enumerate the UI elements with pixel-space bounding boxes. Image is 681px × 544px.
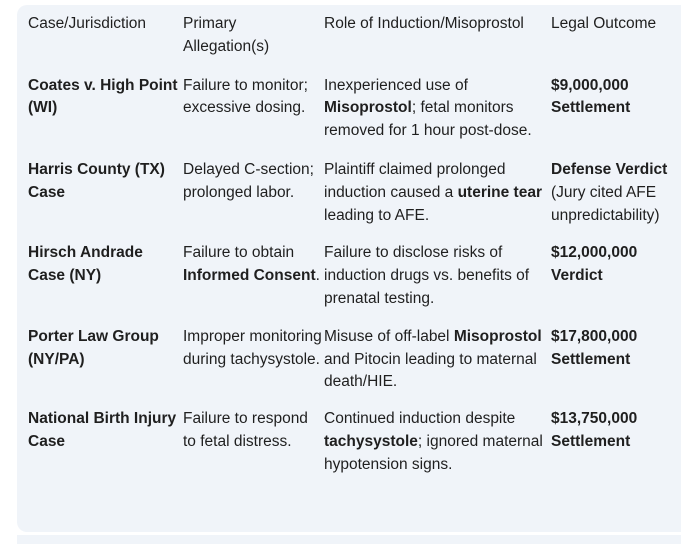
header-case-jurisdiction: Case/Jurisdiction (28, 15, 147, 32)
role-text-end: and Pitocin leading to maternal death/HIE. (324, 350, 537, 391)
outcome-cell (551, 242, 681, 325)
case-name: Porter Law Group (NY/PA) (28, 327, 159, 368)
allegation-text: Improper monitoring during tachysystole. (183, 327, 322, 368)
role-text: Inexperienced use of (324, 76, 468, 94)
header-legal-outcome: Legal Outcome (551, 15, 657, 32)
case-name: Coates v. High Point (WI) (28, 76, 178, 117)
allegation-cell (183, 326, 324, 408)
outcome-main: $12,000,000 Verdict (551, 244, 638, 285)
outcome-note: (Jury cited AFE unpredictability) (551, 183, 660, 224)
allegation-cell (183, 75, 324, 159)
role-emphasis: Misoprostol (324, 99, 412, 117)
role-emphasis: Misoprostol (453, 327, 542, 345)
role-text-end: ; ignored maternal hypotension signs. (324, 432, 543, 473)
role-emphasis: tachysystole (324, 432, 418, 450)
role-text: Misuse of off-label (324, 327, 454, 345)
table-row (28, 75, 681, 159)
role-text-end: ; fetal monitors removed for 1 hour post-dose. (324, 99, 532, 140)
table-row (28, 408, 681, 490)
header-primary-allegations: Primary Allegation(s) (183, 15, 270, 55)
table-row (28, 159, 681, 242)
table-header-row (28, 13, 681, 75)
role-cell (324, 75, 551, 159)
outcome-cell (551, 408, 681, 490)
role-text: Failure to disclose risks of induction drugs vs. benefits of prenatal testing. (324, 244, 530, 307)
table-row (28, 242, 681, 325)
allegation-cell (183, 159, 324, 242)
allegation-cell (183, 242, 324, 325)
role-text-end: leading to AFE. (324, 206, 430, 224)
case-name: National Birth Injury Case (28, 410, 177, 450)
role-cell (324, 408, 551, 490)
role-cell (324, 159, 551, 242)
outcome-main: $9,000,000 Settlement (551, 76, 631, 117)
role-cell (324, 242, 551, 325)
allegation-text-end: . (315, 267, 320, 285)
outcome-cell (551, 326, 681, 408)
case-name: Harris County (TX) Case (28, 160, 165, 201)
role-cell (324, 326, 551, 408)
table-row (28, 326, 681, 408)
outcome-cell (551, 159, 681, 242)
header-role-of-induction: Role of Induction/Misoprostol (324, 15, 524, 32)
outcome-cell (551, 75, 681, 159)
next-block-edge (17, 535, 681, 544)
role-emphasis: uterine tear (457, 183, 542, 201)
allegation-emphasis: Informed Consent (183, 267, 316, 285)
outcome-main: $13,750,000 Settlement (551, 410, 638, 450)
role-text: Plaintiff claimed prolonged induction caused a (324, 160, 506, 201)
outcome-main: Defense Verdict (551, 160, 668, 178)
allegation-text: Delayed C-section; prolonged labor. (183, 160, 314, 201)
allegation-cell (183, 408, 324, 490)
case-name: Hirsch Andrade Case (NY) (28, 244, 143, 285)
outcome-main: $17,800,000 Settlement (551, 327, 638, 368)
allegation-text: Failure to monitor; excessive dosing. (183, 76, 308, 117)
allegation-text: Failure to respond to fetal distress. (183, 410, 308, 450)
legal-cases-table (28, 13, 681, 491)
allegation-text: Failure to obtain (183, 244, 295, 262)
role-text: Continued induction despite (324, 410, 516, 428)
